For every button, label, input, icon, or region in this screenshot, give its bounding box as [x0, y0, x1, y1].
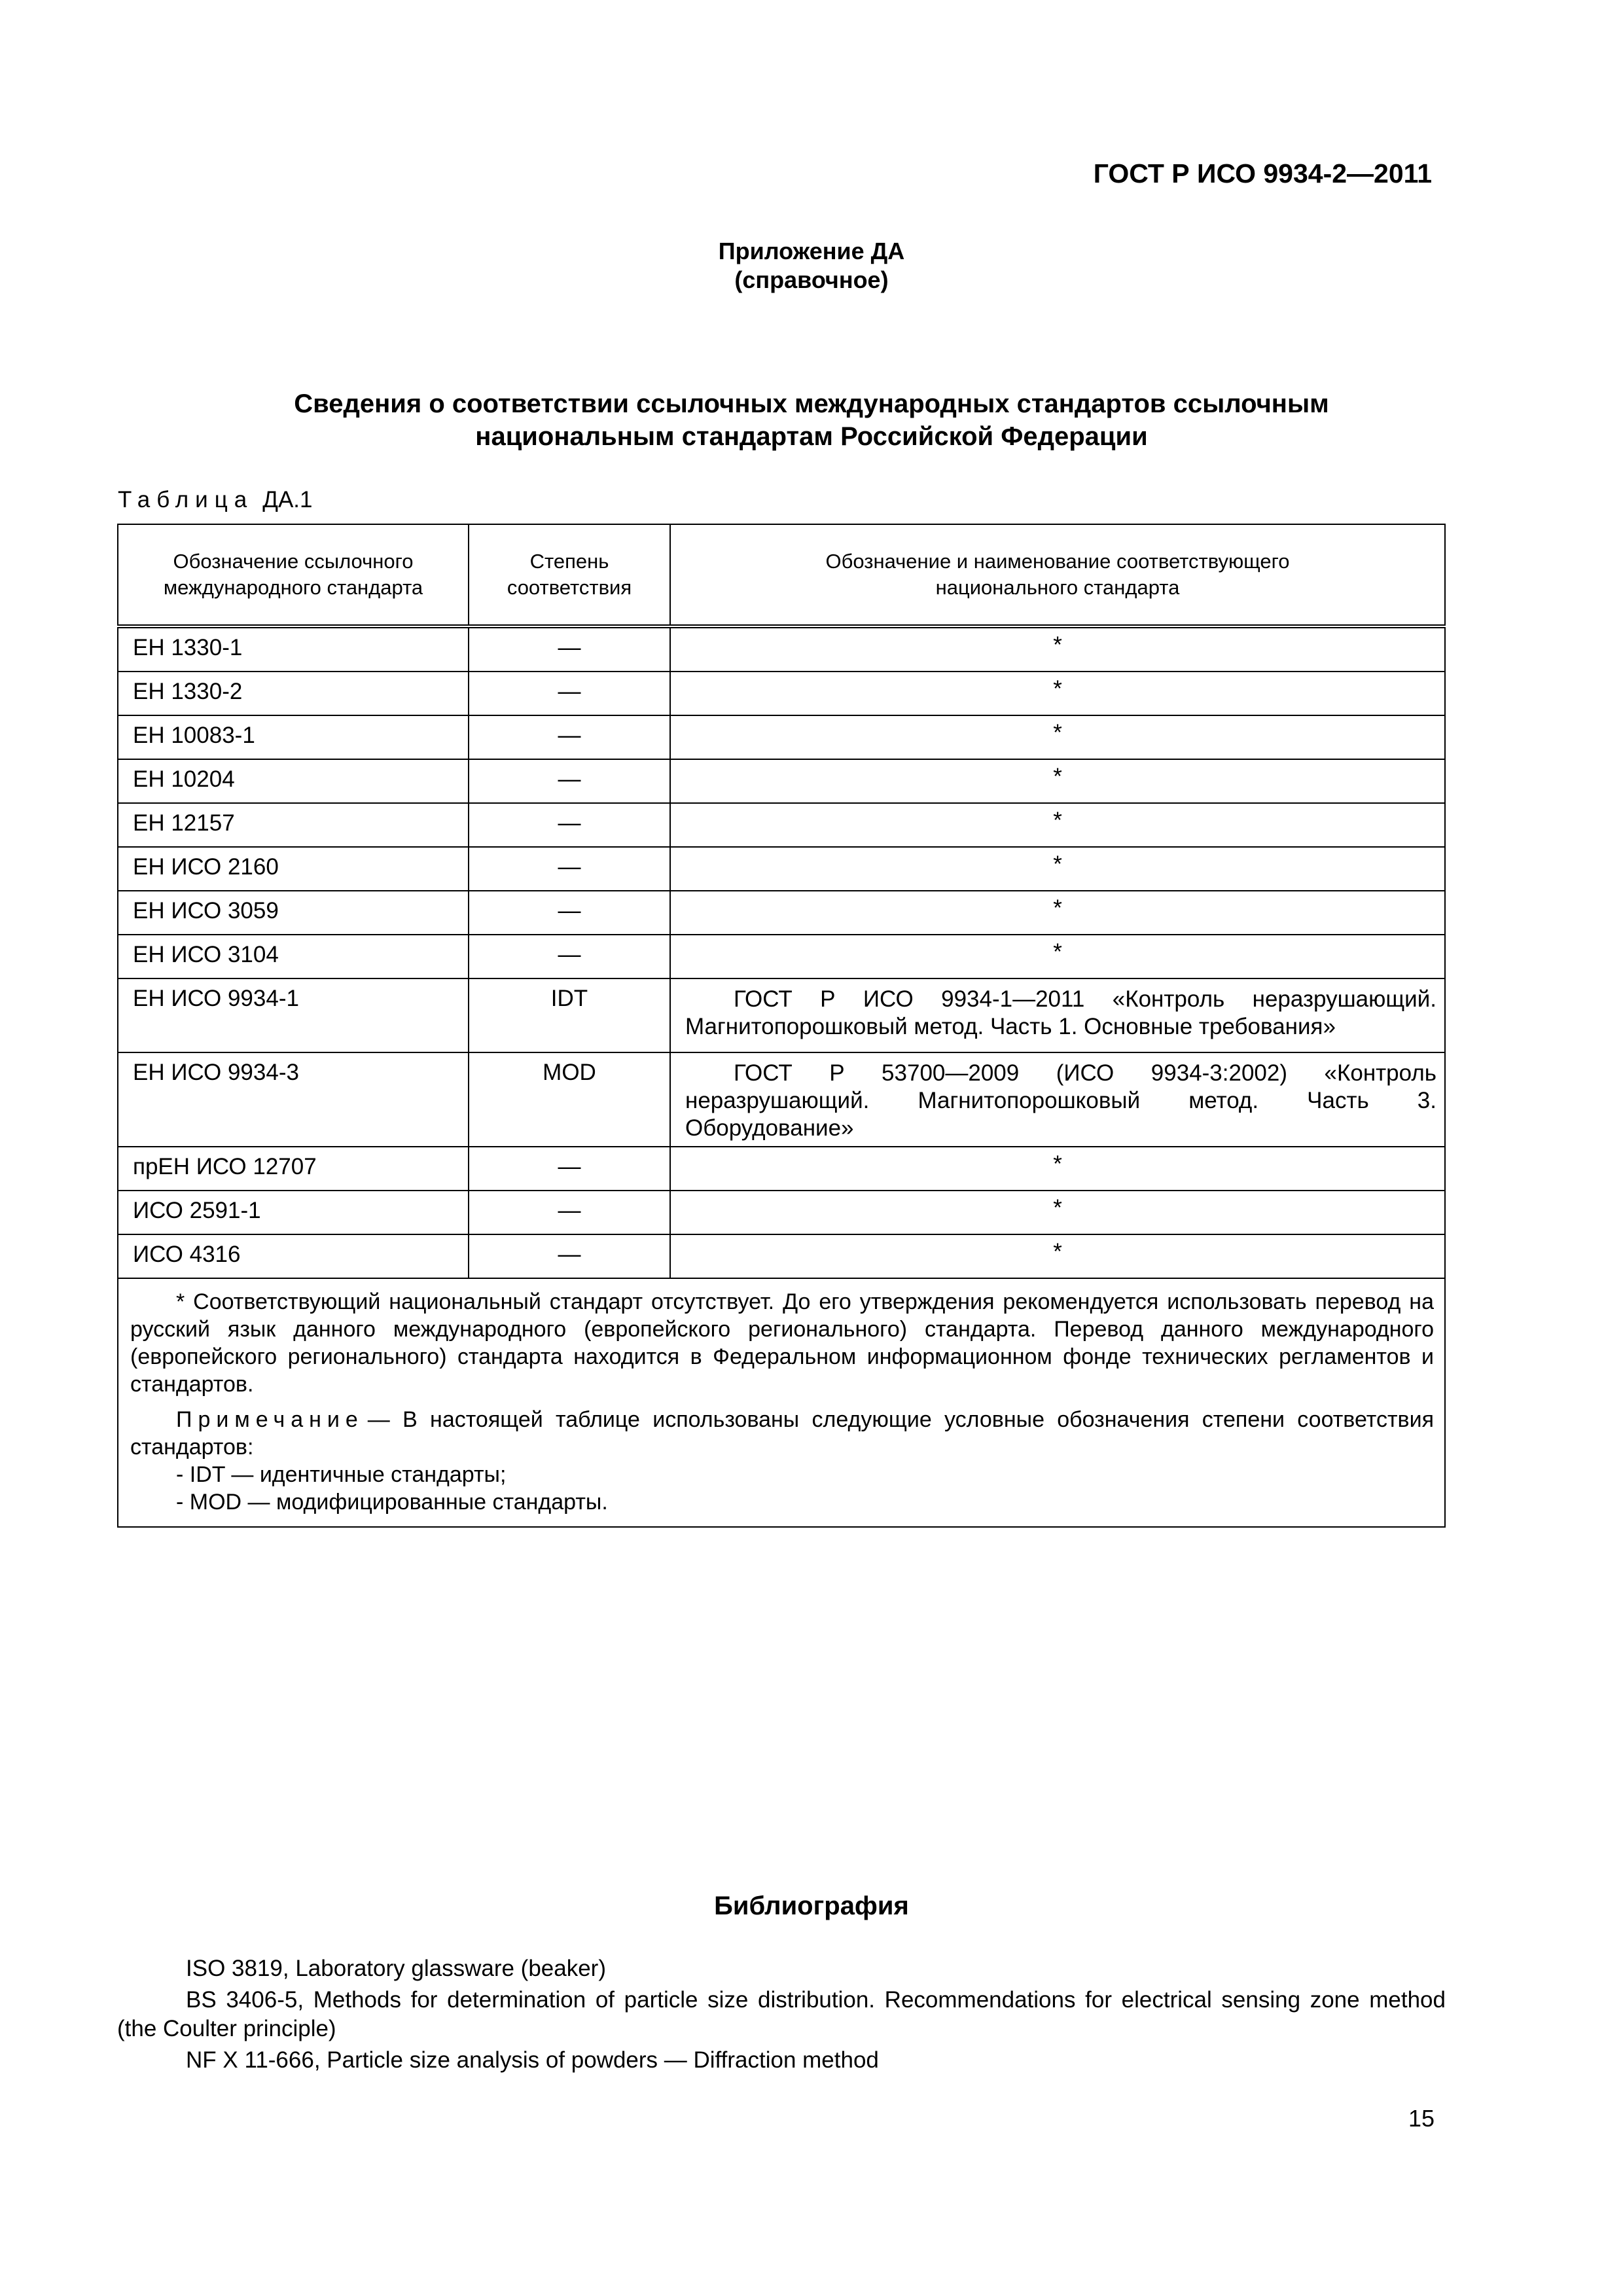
cell-national: * — [670, 847, 1445, 891]
cell-degree: — — [469, 1147, 670, 1191]
cell-degree: — — [469, 891, 670, 935]
cell-degree: — — [469, 1191, 670, 1234]
cell-ref: ЕН ИСО 2160 — [118, 847, 469, 891]
table-header-row — [118, 524, 1445, 626]
table-row — [118, 672, 1445, 715]
header-degree: Степень соответствия — [469, 524, 670, 626]
cell-ref: ЕН 1330-2 — [118, 672, 469, 715]
cell-national: * — [670, 803, 1445, 847]
table-row — [118, 803, 1445, 847]
cell-ref: ЕН ИСО 3059 — [118, 891, 469, 935]
cell-ref: ЕН 1330-1 — [118, 626, 469, 672]
cell-degree: — — [469, 803, 670, 847]
table-row — [118, 847, 1445, 891]
cell-ref: ЕН 12157 — [118, 803, 469, 847]
table-row — [118, 891, 1445, 935]
appendix-label: Приложение ДА — [718, 238, 905, 264]
table-notes — [118, 1278, 1445, 1527]
cell-national: * — [670, 1147, 1445, 1191]
cell-ref: ЕН ИСО 9934-3 — [118, 1052, 469, 1147]
cell-ref: ЕН 10083-1 — [118, 715, 469, 759]
cell-national: * — [670, 1234, 1445, 1278]
cell-degree: — — [469, 672, 670, 715]
cell-degree: IDT — [469, 978, 670, 1052]
bibliography-item: NF X 11-666, Particle size analysis of powders — Diffraction method — [186, 2047, 879, 2073]
table-caption — [118, 487, 312, 513]
table-row — [118, 1147, 1445, 1191]
section-heading — [196, 387, 1427, 453]
heading-line-2: национальным стандартам Российской Федерации — [475, 422, 1148, 451]
header-national-standard: Обозначение и наименование соответствующего национального стандарта — [670, 524, 1445, 626]
cell-degree: — — [469, 626, 670, 672]
document-code: ГОСТ Р ИСО 9934-2—2011 — [1093, 158, 1432, 188]
note-label: Примечание — [176, 1407, 364, 1432]
cell-national: * — [670, 935, 1445, 978]
table-row — [118, 978, 1445, 1052]
cell-ref: ЕН ИСО 9934-1 — [118, 978, 469, 1052]
cell-ref: ИСО 2591-1 — [118, 1191, 469, 1234]
cell-national: * — [670, 759, 1445, 803]
page-number: 15 — [1408, 2105, 1435, 2132]
table-row — [118, 759, 1445, 803]
appendix-type: (справочное) — [734, 266, 889, 293]
cell-degree: — — [469, 759, 670, 803]
cell-national: * — [670, 626, 1445, 672]
cell-ref: ЕН ИСО 3104 — [118, 935, 469, 978]
cell-degree: — — [469, 847, 670, 891]
cell-national: * — [670, 715, 1445, 759]
bibliography-title: Библиография — [714, 1892, 909, 1920]
note-text: — В настоящей таблице использованы следующие условные обозначения степени соответствия стандартов: — [130, 1407, 1434, 1460]
cell-national: * — [670, 1191, 1445, 1234]
appendix-title — [0, 237, 1623, 295]
cell-national: * — [670, 891, 1445, 935]
cell-ref: ИСО 4316 — [118, 1234, 469, 1278]
correspondence-table — [117, 524, 1446, 1528]
bibliography-item: ISO 3819, Laboratory glassware (beaker) — [186, 1956, 606, 1981]
table-row — [118, 626, 1445, 672]
header-ref-standard: Обозначение ссылочного международного стандарта — [118, 524, 469, 626]
cell-ref: ЕН 10204 — [118, 759, 469, 803]
cell-national: ГОСТ Р ИСО 9934-1—2011 «Контроль неразрушающий. Магнитопорошковый метод. Часть 1. Основные требования» — [670, 978, 1445, 1052]
table-note — [130, 1406, 1434, 1461]
cell-ref: прЕН ИСО 12707 — [118, 1147, 469, 1191]
heading-line-1: Сведения о соответствии ссылочных международных стандартов ссылочным — [294, 389, 1329, 418]
table-row — [118, 935, 1445, 978]
note-list-item: - MOD — модифицированные стандарты. — [176, 1490, 608, 1515]
table-caption-word: Таблица — [118, 487, 254, 512]
cell-degree: — — [469, 935, 670, 978]
table-footnote: * Соответствующий национальный стандарт отсутствует. До его утверждения рекомендуется использовать перевод на русский язык данного международного (европейского регионального) стандарта. Перевод данного международного (европейского регионального) стандарта находится в Федеральном информационном фонде технических регламентов и стандартов. — [130, 1289, 1434, 1397]
table-row — [118, 715, 1445, 759]
cell-degree: — — [469, 715, 670, 759]
cell-degree: — — [469, 1234, 670, 1278]
table-row — [118, 1191, 1445, 1234]
table-row — [118, 1052, 1445, 1147]
cell-national: * — [670, 672, 1445, 715]
note-list-item: - IDT — идентичные стандарты; — [176, 1462, 507, 1487]
bibliography-item: BS 3406-5, Methods for determination of particle size distribution. Recommendations for electrical sensing zone method (the Coulter principle) — [117, 1987, 1446, 2041]
table-notes-row — [118, 1278, 1445, 1527]
table-caption-number: ДА.1 — [262, 487, 313, 512]
table-row — [118, 1234, 1445, 1278]
cell-degree: MOD — [469, 1052, 670, 1147]
cell-national: ГОСТ Р 53700—2009 (ИСО 9934-3:2002) «Контроль неразрушающий. Магнитопорошковый метод. Часть 3. Оборудование» — [670, 1052, 1445, 1147]
